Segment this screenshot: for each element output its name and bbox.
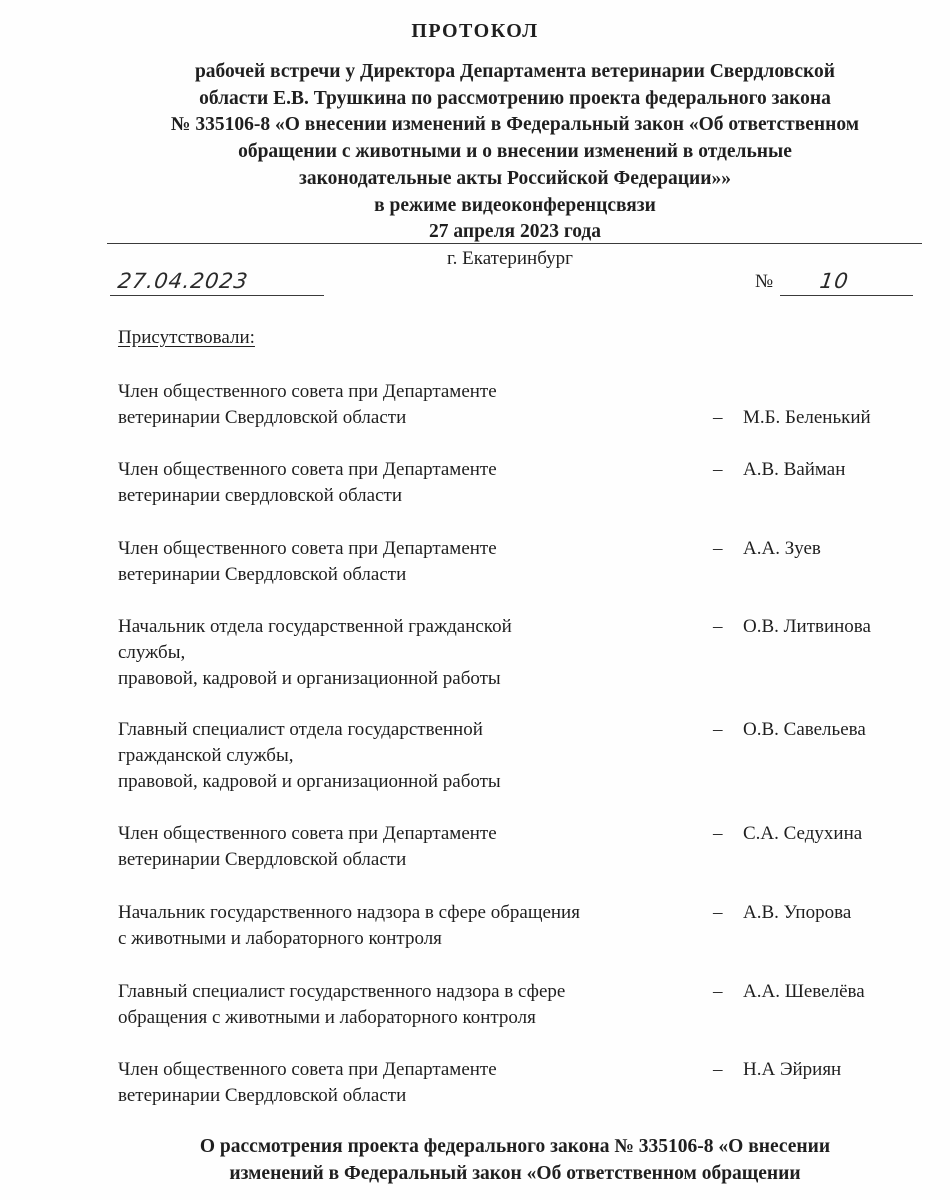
role-line: Член общественного совета при Департаменте <box>118 823 497 844</box>
subtitle-line: № 335106-8 «О внесении изменений в Федеральный закон «Об ответственном <box>170 114 860 136</box>
role-line: правовой, кадровой и организационной работы <box>118 771 501 792</box>
dash: – <box>713 407 723 428</box>
handwritten-date: 27.04.2023 <box>116 269 250 293</box>
document-title: ПРОТОКОЛ <box>411 20 539 42</box>
dash: – <box>713 459 723 480</box>
document-subtitle <box>100 59 930 246</box>
role-line: ветеринарии Свердловской области <box>118 1085 407 1106</box>
dash: – <box>713 902 723 923</box>
role-line: ветеринарии Свердловской области <box>118 849 407 870</box>
section-heading-line: О рассмотрения проекта федерального закона № 335106-8 «О внесении <box>199 1136 831 1157</box>
role-line: обращения с животными и лабораторного контроля <box>118 1007 536 1028</box>
attendee-name: А.В. Вайман <box>743 459 846 480</box>
attendee-role <box>118 457 688 509</box>
subtitle-line: области Е.В. Трушкина по рассмотрению проекта федерального закона <box>199 87 831 109</box>
attendees-heading: Присутствовали: <box>118 327 255 348</box>
role-line: Член общественного совета при Департаменте <box>118 381 497 402</box>
role-line: ветеринарии свердловской области <box>118 485 402 506</box>
role-line: Член общественного совета при Департаменте <box>118 538 497 559</box>
role-line: правовой, кадровой и организационной работы <box>118 668 501 689</box>
dash: – <box>713 719 723 740</box>
handwritten-number: 10 <box>818 269 851 293</box>
role-line: службы, <box>118 642 186 663</box>
date-field <box>110 269 324 296</box>
attendee-name: Н.А Эйриян <box>743 1059 842 1080</box>
role-line: Член общественного совета при Департаменте <box>118 1059 497 1080</box>
attendee-name: С.А. Седухина <box>743 823 863 844</box>
attendee-name: А.А. Зуев <box>743 538 821 559</box>
dash: – <box>713 823 723 844</box>
attendee-name: А.В. Упорова <box>743 902 852 923</box>
subtitle-line: в режиме видеоконференцсвязи <box>374 194 656 216</box>
role-line: ветеринарии Свердловской области <box>118 407 407 428</box>
role-line: Главный специалист отдела государственной <box>118 719 483 740</box>
attendee-role <box>118 536 688 588</box>
dash: – <box>713 1059 723 1080</box>
role-line: Член общественного совета при Департаменте <box>118 459 497 480</box>
attendee-name: О.В. Савельева <box>743 719 866 740</box>
attendee-role <box>118 1057 688 1109</box>
dash: – <box>713 538 723 559</box>
role-line: Начальник государственного надзора в сфере обращения <box>118 902 580 923</box>
role-line: Начальник отдела государственной гражданской <box>118 616 512 637</box>
number-label: № <box>755 271 774 292</box>
attendee-role <box>118 614 688 692</box>
attendee-role <box>118 900 688 952</box>
subtitle-line: законодательные акты Российской Федерации»» <box>299 167 731 189</box>
role-line: Главный специалист государственного надзора в сфере <box>118 981 566 1002</box>
role-line: ветеринарии Свердловской области <box>118 564 407 585</box>
header-divider <box>107 243 922 244</box>
city: г. Екатеринбург <box>447 248 573 269</box>
attendee-role <box>118 717 688 795</box>
attendee-role <box>118 379 688 431</box>
attendee-name: А.А. Шевелёва <box>743 981 865 1002</box>
subtitle-line: 27 апреля 2023 года <box>428 221 601 243</box>
subtitle-line: рабочей встречи у Директора Департамента ветеринарии Свердловской <box>194 61 836 82</box>
dash: – <box>713 981 723 1002</box>
attendee-role <box>118 821 688 873</box>
attendee-name: О.В. Литвинова <box>743 616 871 637</box>
attendee-role <box>118 979 688 1031</box>
attendee-name: М.Б. Беленький <box>743 407 871 428</box>
role-line: с животными и лабораторного контроля <box>118 928 442 949</box>
section-heading-line: изменений в Федеральный закон «Об ответственном обращении <box>229 1163 801 1184</box>
number-field <box>780 269 913 296</box>
section-heading <box>0 1133 950 1187</box>
dash: – <box>713 616 723 637</box>
subtitle-line: обращении с животными и о внесении изменений в отдельные <box>238 141 792 163</box>
role-line: гражданской службы, <box>118 745 294 766</box>
